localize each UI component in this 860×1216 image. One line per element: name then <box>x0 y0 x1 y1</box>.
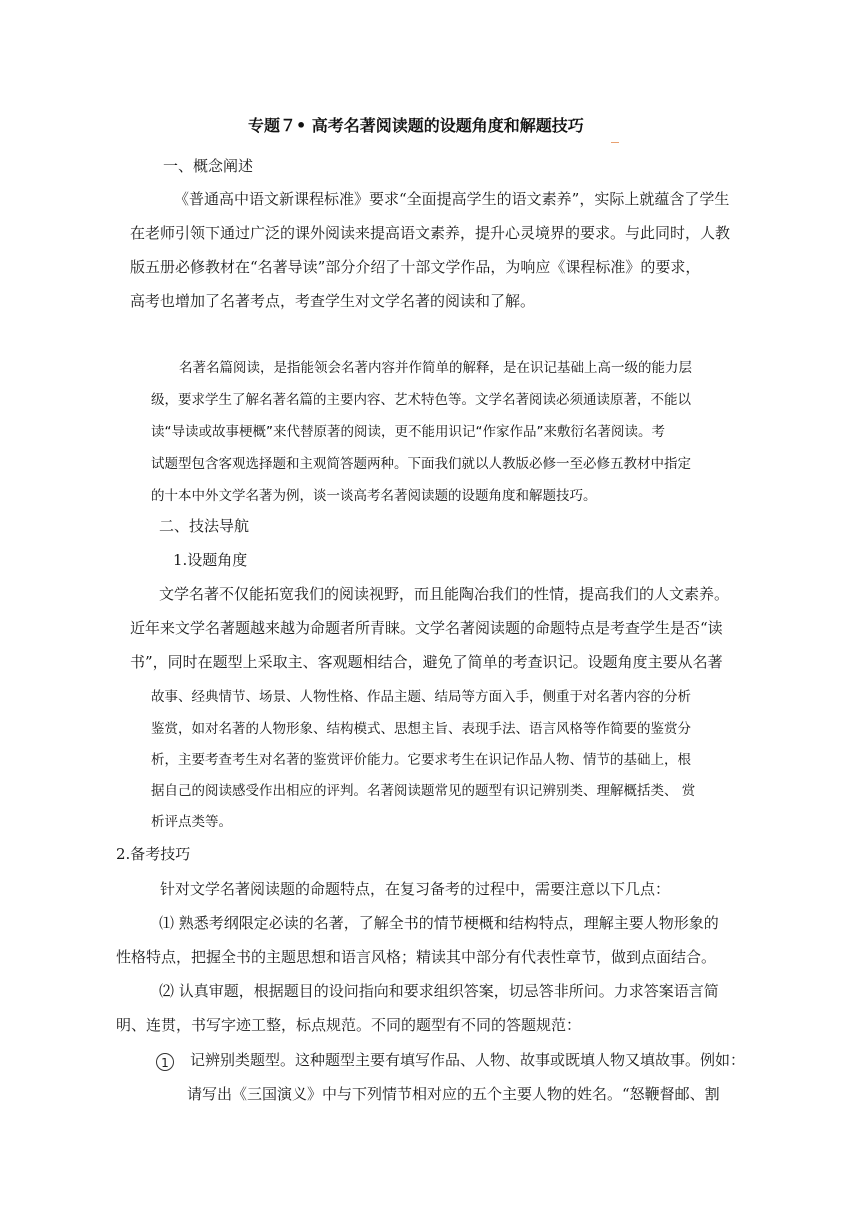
scanned-paragraph-line: 级，要求学生了解名著名篇的主要内容、艺术特色等。文学名著阅读必须通读原著，不能以 <box>151 392 691 408</box>
scanned-paragraph-line: 据自己的阅读感受作出相应的评判。名著阅读题常见的题型有识记辨别类、理解概括类、 赏 <box>151 783 696 799</box>
circled-number-marker: 1 <box>156 1053 174 1071</box>
section-heading-1: 一、概念阐述 <box>163 157 254 175</box>
scanned-paragraph-line: 鉴赏，如对名著的人物形象、结构模式、思想主旨、表现手法、语言风格等作简要的鉴赏分 <box>151 721 691 737</box>
paragraph-line: 高考也增加了名著考点，考查学生对文学名著的阅读和了解。 <box>130 292 536 310</box>
scanned-paragraph-line: 试题型包含客观选择题和主观简答题两种。下面我们就以人教版必修一至必修五教材中指定 <box>151 456 691 472</box>
document-title: 专题７• 高考名著阅读题的设题角度和解题技巧 <box>248 116 584 135</box>
scanned-paragraph-line: 读“导读或故事梗概”来代替原著的阅读，更不能用识记“作家作品”来敷衍名著阅读。考 <box>151 424 665 440</box>
scanned-paragraph-line: 名著名篇阅读，是指能领会名著内容并作简单的解释，是在识记基础上高一级的能力层 <box>179 360 692 376</box>
paragraph-line: 针对文学名著阅读题的命题特点，在复习备考的过程中，需要注意以下几点： <box>160 880 671 898</box>
section-heading-2: 二、技法导航 <box>159 517 250 535</box>
paragraph-line: 文学名著不仅能拓宽我们的阅读视野，而且能陶冶我们的性情，提高我们的人文素养。 <box>159 585 730 603</box>
paragraph-line: 书”，同时在题型上采取主、客观题相结合，避免了简单的考查识记。设题角度主要从名著 <box>130 653 723 671</box>
paragraph-line: 在老师引领下通过广泛的课外阅读来提高语文素养，提升心灵境界的要求。与此同时，人教 <box>130 224 731 242</box>
subheading-tips: 2.备考技巧 <box>116 845 191 863</box>
scanned-paragraph-line: 析，主要考查考生对名著的鉴赏评价能力。它要求考生在识记作品人物、情节的基础上，根 <box>151 752 691 768</box>
paragraph-line: 近年来文学名著题越来越为命题者所青睐。文学名著阅读题的命题特点是考查学生是否“读 <box>130 619 723 637</box>
scanned-paragraph-line: 析评点类等。 <box>151 814 232 830</box>
list-item-line: 性格特点，把握全书的主题思想和语言风格；精读其中部分有代表性章节，做到点面结合。 <box>116 948 717 966</box>
list-item-line: 请写出《三国演义》中与下列情节相对应的五个主要人物的姓名。“怒鞭督邮、割 <box>187 1085 720 1103</box>
list-item-line: 明、连贯，书写字迹工整，标点规范。不同的题型有不同的答题规范： <box>116 1016 582 1034</box>
subheading-angle: 1.设题角度 <box>173 551 248 569</box>
list-item-line: 记辨别类题型。这种题型主要有填写作品、人物、故事或既填人物又填故事。例如： <box>190 1051 746 1069</box>
list-item-line: ⑵ 认真审题，根据题目的设问指向和要求组织答案，切忌答非所问。力求答案语言简 <box>159 982 719 1000</box>
scanned-paragraph-line: 故事、经典情节、场景、人物性格、作品主题、结局等方面入手，侧重于对名著内容的分析 <box>151 689 691 705</box>
list-item-line: ⑴ 熟悉考纲限定必读的名著，了解全书的情节梗概和结构特点，理解主要人物形象的 <box>159 914 719 932</box>
paragraph-line: 《普通高中语文新课程标准》要求“全面提高学生的语文素养”，实际上就蕴含了学生 <box>174 190 730 208</box>
scanned-paragraph-line: 的十本中外文学名著为例，谈一谈高考名著阅读题的设题角度和解题技巧。 <box>151 488 597 504</box>
title-accent-mark <box>611 142 619 143</box>
paragraph-line: 版五册必修教材在“名著导读”部分介绍了十部文学作品，为响应《课程标准》的要求， <box>130 258 701 276</box>
